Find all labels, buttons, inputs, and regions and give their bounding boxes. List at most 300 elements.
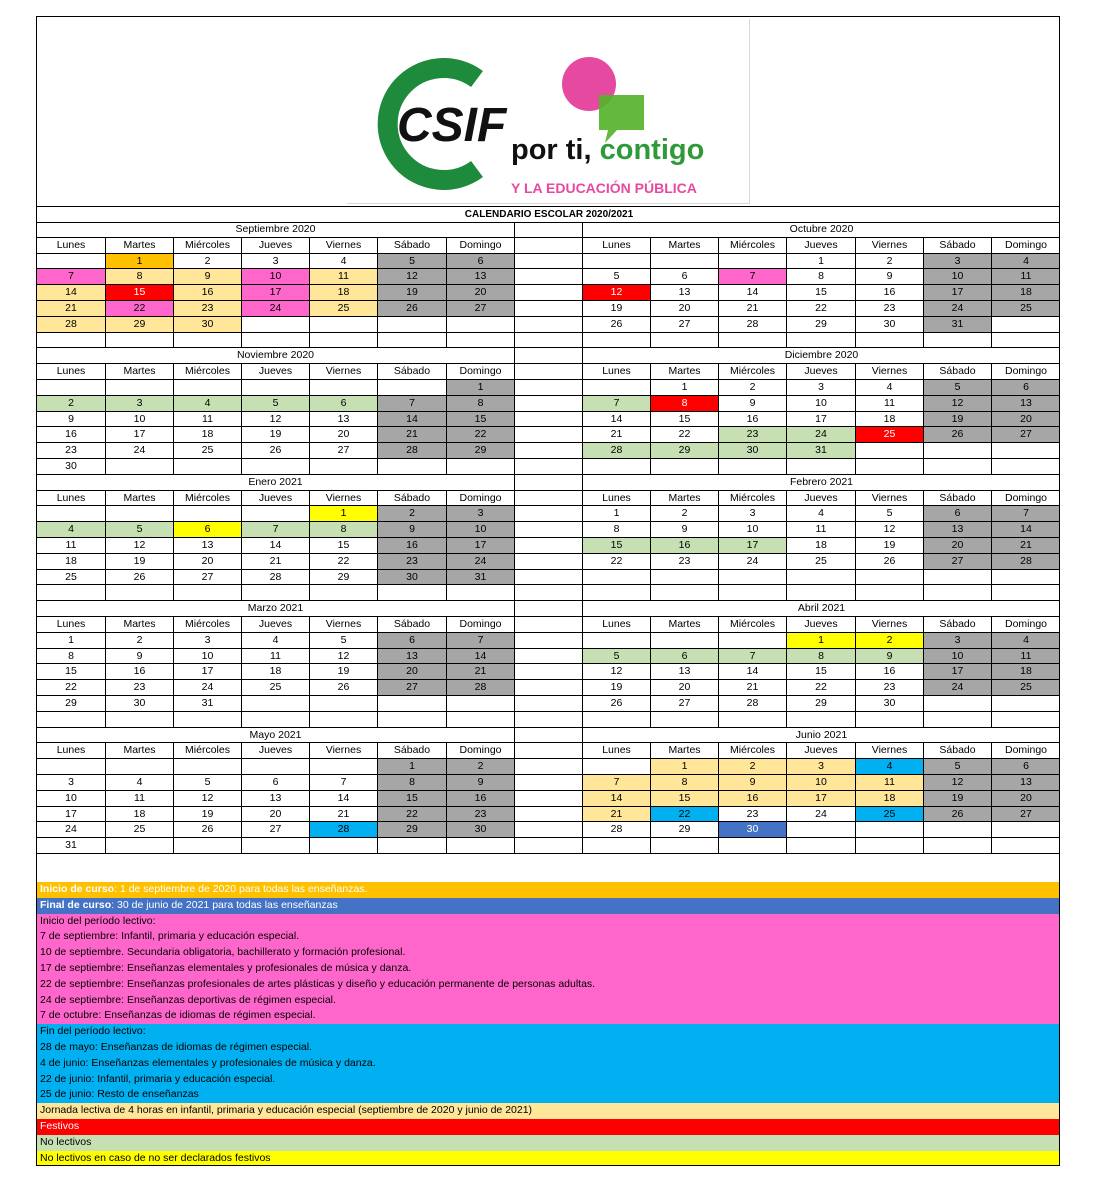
day-cell: 10: [787, 396, 856, 412]
empty-day-cell: [651, 570, 719, 586]
day-cell: 8: [787, 269, 856, 285]
day-cell: 14: [583, 412, 651, 428]
empty-day-cell: [310, 838, 378, 854]
empty-day-cell: [106, 459, 174, 475]
day-cell: 28: [242, 570, 310, 586]
gap-cell: [515, 633, 583, 649]
day-cell: 9: [719, 775, 787, 791]
day-cell: 14: [310, 791, 378, 807]
empty-day-cell: [651, 712, 719, 728]
day-cell: 30: [856, 317, 924, 333]
empty-day-cell: [447, 838, 515, 854]
day-cell: 26: [174, 822, 242, 838]
day-cell: 21: [719, 301, 787, 317]
day-cell: 11: [310, 269, 378, 285]
empty-day-cell: [37, 759, 106, 775]
day-cell: 3: [924, 254, 992, 270]
legend-item: [37, 1024, 1060, 1040]
day-cell: 29: [37, 696, 106, 712]
day-cell: 28: [583, 822, 651, 838]
day-cell: 28: [378, 443, 447, 459]
month-title: Febrero 2021: [583, 475, 1060, 491]
week-row: [37, 680, 1060, 696]
empty-day-cell: [856, 459, 924, 475]
day-cell: 11: [992, 269, 1060, 285]
day-cell: 30: [378, 570, 447, 586]
day-cell: 31: [924, 317, 992, 333]
empty-day-cell: [37, 506, 106, 522]
day-cell: 12: [583, 285, 651, 301]
empty-day-cell: [651, 459, 719, 475]
empty-day-cell: [992, 317, 1060, 333]
day-cell: 22: [583, 554, 651, 570]
day-cell: 28: [719, 317, 787, 333]
empty-day-cell: [583, 712, 651, 728]
empty-day-cell: [242, 759, 310, 775]
day-cell: 22: [37, 680, 106, 696]
weekday-header: Domingo: [447, 238, 515, 254]
calendar-sheet: [36, 16, 1060, 1166]
empty-day-cell: [787, 822, 856, 838]
empty-day-cell: [242, 380, 310, 396]
day-cell: 22: [787, 680, 856, 696]
day-cell: 25: [106, 822, 174, 838]
empty-day-cell: [378, 712, 447, 728]
weekday-header: Jueves: [787, 491, 856, 507]
weekday-header: Lunes: [37, 617, 106, 633]
day-cell: 22: [447, 427, 515, 443]
empty-day-cell: [242, 585, 310, 601]
weekday-header: Lunes: [583, 617, 651, 633]
day-cell: 2: [719, 380, 787, 396]
legend-item: [37, 1008, 1060, 1024]
weekday-header: Martes: [651, 364, 719, 380]
empty-day-cell: [583, 759, 651, 775]
weekday-header: Viernes: [856, 238, 924, 254]
empty-day-cell: [106, 759, 174, 775]
day-cell: 24: [787, 807, 856, 823]
empty-day-cell: [310, 759, 378, 775]
day-cell: 26: [106, 570, 174, 586]
day-cell: 21: [447, 664, 515, 680]
gap-cell: [515, 791, 583, 807]
empty-day-cell: [310, 459, 378, 475]
gap-cell: [515, 506, 583, 522]
day-cell: 13: [242, 791, 310, 807]
gap-cell: [515, 380, 583, 396]
day-cell: 27: [378, 680, 447, 696]
empty-day-cell: [719, 570, 787, 586]
legend-item: [37, 1072, 1060, 1088]
day-cell: 19: [583, 301, 651, 317]
day-cell: 27: [924, 554, 992, 570]
slogan-line1: por ti, contigo: [511, 134, 705, 166]
weekday-header: Miércoles: [719, 238, 787, 254]
empty-day-cell: [787, 712, 856, 728]
day-cell: 21: [37, 301, 106, 317]
day-cell: 19: [856, 538, 924, 554]
gap-cell: [515, 696, 583, 712]
month-title: Septiembre 2020: [37, 222, 515, 238]
weekday-header-row: [37, 491, 1060, 507]
day-cell: 4: [992, 633, 1060, 649]
weekday-header: Domingo: [992, 238, 1060, 254]
header: [37, 17, 1060, 205]
day-cell: 15: [378, 791, 447, 807]
weekday-header: Miércoles: [719, 364, 787, 380]
empty-day-cell: [37, 380, 106, 396]
day-cell: 18: [856, 412, 924, 428]
empty-day-cell: [856, 570, 924, 586]
empty-day-cell: [992, 838, 1060, 854]
day-cell: 29: [787, 317, 856, 333]
day-cell: 2: [651, 506, 719, 522]
day-cell: 3: [787, 380, 856, 396]
day-cell: 9: [856, 649, 924, 665]
day-cell: 4: [242, 633, 310, 649]
day-cell: 7: [37, 269, 106, 285]
weekday-header: Jueves: [242, 491, 310, 507]
day-cell: 6: [310, 396, 378, 412]
day-cell: 26: [242, 443, 310, 459]
day-cell: 11: [787, 522, 856, 538]
day-cell: 27: [992, 807, 1060, 823]
legend-item-text: 17 de septiembre: Enseñanzas elementales y profesionales de música y danza.: [40, 961, 412, 974]
empty-day-cell: [651, 254, 719, 270]
day-cell: 7: [719, 649, 787, 665]
weekday-header: Lunes: [37, 238, 106, 254]
weekday-header: Viernes: [856, 491, 924, 507]
gap-cell: [515, 617, 583, 633]
day-cell: 26: [924, 807, 992, 823]
day-cell: 8: [310, 522, 378, 538]
legend-item-text: 28 de mayo: Enseñanzas de idiomas de régimen especial.: [40, 1040, 312, 1053]
day-cell: 15: [37, 664, 106, 680]
weekday-header: Martes: [651, 491, 719, 507]
day-cell: 14: [719, 285, 787, 301]
day-cell: 21: [719, 680, 787, 696]
day-cell: 13: [651, 664, 719, 680]
weekday-header: Lunes: [583, 743, 651, 759]
day-cell: 14: [242, 538, 310, 554]
day-cell: 16: [856, 285, 924, 301]
week-row: [37, 317, 1060, 333]
week-row: [37, 585, 1060, 601]
day-cell: 5: [924, 380, 992, 396]
empty-day-cell: [37, 333, 106, 349]
day-cell: 24: [719, 554, 787, 570]
day-cell: 20: [447, 285, 515, 301]
weekday-header: Sábado: [378, 617, 447, 633]
month-title-row: [37, 728, 1060, 744]
day-cell: 30: [106, 696, 174, 712]
day-cell: 11: [174, 412, 242, 428]
day-cell: 29: [378, 822, 447, 838]
day-cell: 20: [651, 680, 719, 696]
empty-day-cell: [447, 333, 515, 349]
day-cell: 11: [242, 649, 310, 665]
empty-day-cell: [242, 506, 310, 522]
empty-day-cell: [174, 585, 242, 601]
week-row: [37, 554, 1060, 570]
day-cell: 11: [106, 791, 174, 807]
day-cell: 1: [583, 506, 651, 522]
gap-cell: [515, 333, 583, 349]
week-row: [37, 570, 1060, 586]
weekday-header: Jueves: [242, 364, 310, 380]
weekday-header: Viernes: [310, 617, 378, 633]
day-cell: 24: [447, 554, 515, 570]
day-cell: 30: [719, 822, 787, 838]
week-row: [37, 269, 1060, 285]
empty-day-cell: [992, 696, 1060, 712]
legend-item-label: Inicio de curso: [40, 883, 115, 895]
day-cell: 21: [310, 807, 378, 823]
empty-day-cell: [106, 380, 174, 396]
legend-item: [37, 898, 1060, 914]
empty-day-cell: [310, 333, 378, 349]
weekday-header: Domingo: [992, 364, 1060, 380]
weekday-header: Miércoles: [174, 238, 242, 254]
day-cell: 13: [378, 649, 447, 665]
empty-day-cell: [924, 822, 992, 838]
weekday-header: Sábado: [924, 743, 992, 759]
day-cell: 28: [719, 696, 787, 712]
day-cell: 8: [651, 396, 719, 412]
weekday-header: Sábado: [378, 491, 447, 507]
weekday-header: Jueves: [787, 238, 856, 254]
week-row: [37, 459, 1060, 475]
day-cell: 26: [583, 696, 651, 712]
gap-cell: [515, 396, 583, 412]
weekday-header: Martes: [651, 238, 719, 254]
day-cell: 15: [310, 538, 378, 554]
day-cell: 1: [378, 759, 447, 775]
day-cell: 23: [719, 427, 787, 443]
day-cell: 25: [856, 807, 924, 823]
month-title-row: [37, 475, 1060, 491]
empty-day-cell: [447, 317, 515, 333]
empty-day-cell: [651, 838, 719, 854]
weekday-header-row: [37, 238, 1060, 254]
empty-day-cell: [719, 333, 787, 349]
calendar-title: CALENDARIO ESCOLAR 2020/2021: [37, 206, 1060, 223]
weekday-header: Viernes: [856, 743, 924, 759]
week-row: [37, 254, 1060, 270]
gap-cell: [515, 822, 583, 838]
day-cell: 3: [787, 759, 856, 775]
day-cell: 2: [856, 254, 924, 270]
empty-day-cell: [719, 459, 787, 475]
weekday-header: Sábado: [924, 364, 992, 380]
day-cell: 9: [106, 649, 174, 665]
empty-day-cell: [924, 838, 992, 854]
day-cell: 27: [651, 317, 719, 333]
day-cell: 26: [856, 554, 924, 570]
empty-day-cell: [924, 712, 992, 728]
empty-day-cell: [787, 570, 856, 586]
day-cell: 21: [583, 427, 651, 443]
empty-day-cell: [856, 712, 924, 728]
weekday-header: Viernes: [856, 364, 924, 380]
week-row: [37, 822, 1060, 838]
day-cell: 7: [447, 633, 515, 649]
day-cell: 16: [106, 664, 174, 680]
empty-day-cell: [992, 570, 1060, 586]
gap-cell: [515, 301, 583, 317]
day-cell: 5: [242, 396, 310, 412]
day-cell: 11: [37, 538, 106, 554]
day-cell: 7: [719, 269, 787, 285]
day-cell: 7: [583, 396, 651, 412]
day-cell: 29: [787, 696, 856, 712]
day-cell: 26: [378, 301, 447, 317]
day-cell: 6: [378, 633, 447, 649]
day-cell: 9: [37, 412, 106, 428]
week-row: [37, 538, 1060, 554]
day-cell: 4: [856, 759, 924, 775]
day-cell: 16: [447, 791, 515, 807]
empty-day-cell: [447, 696, 515, 712]
weekday-header: Martes: [651, 617, 719, 633]
gap-cell: [515, 728, 583, 744]
weekday-header: Domingo: [447, 617, 515, 633]
weekday-header: Martes: [106, 491, 174, 507]
day-cell: 27: [651, 696, 719, 712]
logo-box: [347, 19, 750, 204]
empty-day-cell: [174, 712, 242, 728]
empty-day-cell: [583, 380, 651, 396]
day-cell: 17: [174, 664, 242, 680]
day-cell: 23: [651, 554, 719, 570]
day-cell: 12: [378, 269, 447, 285]
weekday-header: Sábado: [378, 743, 447, 759]
day-cell: 4: [106, 775, 174, 791]
day-cell: 1: [787, 254, 856, 270]
day-cell: 28: [310, 822, 378, 838]
empty-day-cell: [106, 585, 174, 601]
day-cell: 18: [242, 664, 310, 680]
day-cell: 27: [992, 427, 1060, 443]
empty-day-cell: [447, 459, 515, 475]
weekday-header: Viernes: [310, 491, 378, 507]
day-cell: 29: [310, 570, 378, 586]
legend-item: [37, 1135, 1060, 1151]
weekday-header: Sábado: [378, 238, 447, 254]
week-row: [37, 775, 1060, 791]
day-cell: 13: [174, 538, 242, 554]
day-cell: 17: [787, 412, 856, 428]
weekday-header: Domingo: [992, 491, 1060, 507]
day-cell: 1: [310, 506, 378, 522]
day-cell: 12: [583, 664, 651, 680]
day-cell: 4: [310, 254, 378, 270]
empty-day-cell: [242, 838, 310, 854]
weekday-header: Martes: [651, 743, 719, 759]
day-cell: 31: [37, 838, 106, 854]
week-row: [37, 285, 1060, 301]
brand-text: CSIF: [397, 99, 507, 152]
weekday-header: Jueves: [242, 743, 310, 759]
day-cell: 2: [719, 759, 787, 775]
day-cell: 24: [174, 680, 242, 696]
weekday-header: Lunes: [37, 364, 106, 380]
day-cell: 28: [583, 443, 651, 459]
day-cell: 25: [242, 680, 310, 696]
day-cell: 10: [787, 775, 856, 791]
day-cell: 5: [856, 506, 924, 522]
day-cell: 4: [174, 396, 242, 412]
day-cell: 29: [651, 443, 719, 459]
legend-item: [37, 1040, 1060, 1056]
day-cell: 6: [651, 649, 719, 665]
legend-item: [37, 961, 1060, 977]
day-cell: 9: [378, 522, 447, 538]
legend-item-text: No lectivos en caso de no ser declarados festivos: [40, 1151, 271, 1164]
day-cell: 29: [651, 822, 719, 838]
weekday-header: Jueves: [787, 617, 856, 633]
day-cell: 28: [992, 554, 1060, 570]
empty-day-cell: [174, 506, 242, 522]
empty-day-cell: [174, 459, 242, 475]
gap-cell: [515, 364, 583, 380]
legend-item: [37, 1056, 1060, 1072]
month-title: Enero 2021: [37, 475, 515, 491]
day-cell: 23: [719, 807, 787, 823]
weekday-header: Sábado: [924, 491, 992, 507]
gap-cell: [515, 317, 583, 333]
legend: [37, 882, 1060, 1166]
gap-cell: [515, 427, 583, 443]
month-title: Octubre 2020: [583, 222, 1060, 238]
day-cell: 8: [378, 775, 447, 791]
gap-cell: [515, 570, 583, 586]
empty-day-cell: [583, 333, 651, 349]
day-cell: 14: [37, 285, 106, 301]
day-cell: 25: [992, 680, 1060, 696]
gap-cell: [515, 222, 583, 238]
day-cell: 6: [174, 522, 242, 538]
month-title-row: [37, 601, 1060, 617]
day-cell: 1: [651, 380, 719, 396]
empty-day-cell: [856, 822, 924, 838]
day-cell: 8: [583, 522, 651, 538]
gap-cell: [515, 649, 583, 665]
week-row: [37, 522, 1060, 538]
day-cell: 6: [242, 775, 310, 791]
week-row: [37, 506, 1060, 522]
weekday-header: Miércoles: [719, 617, 787, 633]
day-cell: 12: [174, 791, 242, 807]
day-cell: 4: [992, 254, 1060, 270]
weekday-header: Martes: [106, 743, 174, 759]
day-cell: 22: [651, 807, 719, 823]
gap-cell: [515, 475, 583, 491]
month-title-row: [37, 222, 1060, 238]
day-cell: 21: [583, 807, 651, 823]
day-cell: 16: [651, 538, 719, 554]
week-row: [37, 664, 1060, 680]
gap-cell: [515, 522, 583, 538]
empty-day-cell: [242, 696, 310, 712]
day-cell: 3: [447, 506, 515, 522]
day-cell: 27: [310, 443, 378, 459]
day-cell: 17: [37, 807, 106, 823]
day-cell: 27: [447, 301, 515, 317]
day-cell: 28: [37, 317, 106, 333]
empty-day-cell: [174, 333, 242, 349]
day-cell: 16: [378, 538, 447, 554]
